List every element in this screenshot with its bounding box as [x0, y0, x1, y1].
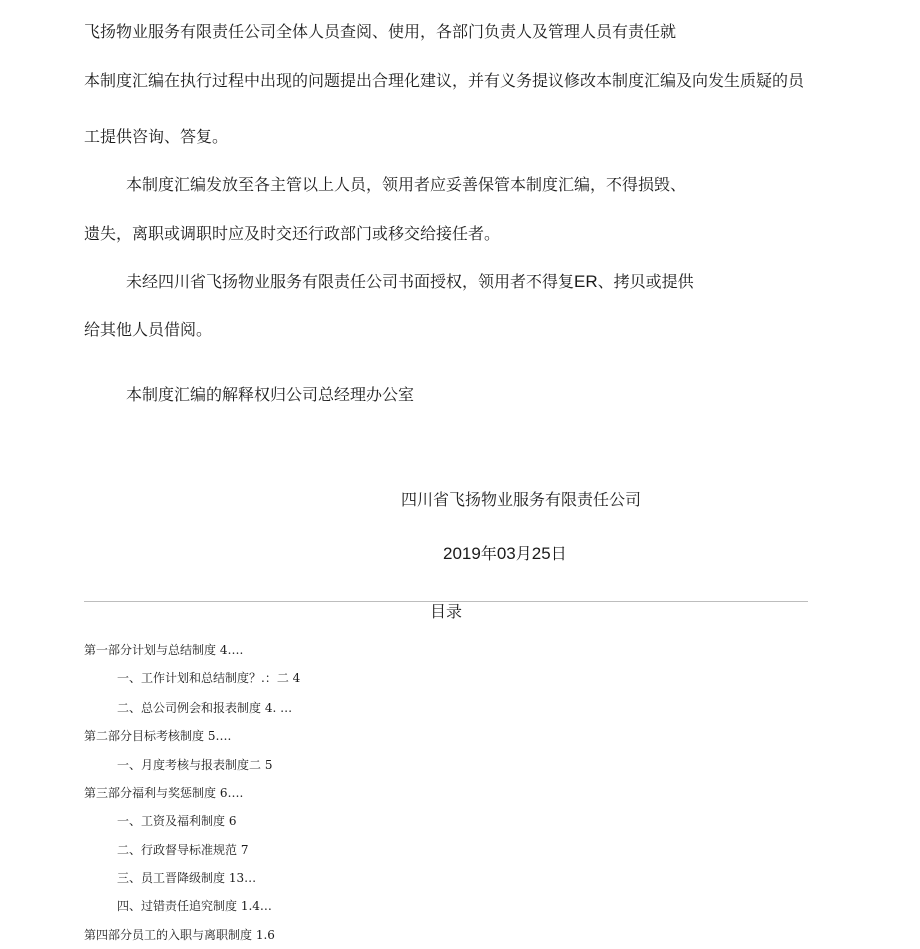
toc-entry: 第四部分员工的入职与离职制度 1.6: [84, 928, 275, 942]
date-day: 25: [531, 544, 551, 563]
paragraph-3-text-er: ER: [574, 272, 598, 291]
toc-entry: 一、月度考核与报表制度二 5: [117, 758, 273, 772]
paragraph-1-line-3: 工提供咨询、答复。: [84, 127, 229, 146]
paragraph-1-line-2: 本制度汇编在执行过程中出现的问题提出合理化建议，并有义务提议修改本制度汇编及向发生质疑的员: [84, 71, 805, 90]
signature-company: 四川省飞扬物业服务有限责任公司: [401, 490, 642, 509]
toc-entry: 二、行政督导标准规范 7: [117, 843, 249, 857]
toc-entry: 第三部分福利与奖惩制度 6….: [84, 786, 244, 800]
date-day-char: 日: [550, 544, 567, 563]
paragraph-3-text-c: 、拷贝或提供: [597, 272, 694, 291]
toc-title: 目录: [430, 602, 463, 621]
toc-entry: 三、员工晋降级制度 13…: [117, 871, 257, 885]
signature-date: [443, 545, 567, 562]
date-year-char: 年: [480, 544, 497, 563]
toc-entry: 第二部分目标考核制度 5….: [84, 729, 232, 743]
paragraph-2-line-2: 遗失，离职或调职时应及时交还行政部门或移交给接任者。: [84, 224, 501, 243]
toc-entry: 四、过错责任追究制度 1.4…: [117, 899, 272, 913]
paragraph-2-line-1: 本制度汇编发放至各主管以上人员，领用者应妥善保管本制度汇编，不得损毁、: [126, 175, 687, 194]
date-month: 03: [496, 544, 516, 563]
toc-entry: 一、工资及福利制度 6: [117, 814, 237, 828]
toc-entry: 一、工作计划和总结制度？.：二 4: [117, 671, 301, 685]
paragraph-3-text-a: 未经四川省飞扬物业服务有限责任公司书面授权，领用者不得复: [126, 272, 575, 291]
toc-entry: 二、总公司例会和报表制度 4. …: [117, 701, 293, 715]
paragraph-1-line-1: 飞扬物业服务有限责任公司全体人员查阅、使用，各部门负责人及管理人员有责任就: [84, 22, 677, 41]
paragraph-4: 本制度汇编的解释权归公司总经理办公室: [126, 385, 415, 404]
date-year: 2019: [443, 544, 481, 563]
date-month-char: 月: [515, 544, 532, 563]
toc-entry: 第一部分计划与总结制度 4….: [84, 643, 244, 657]
paragraph-3-line-2: 给其他人员借阅。: [84, 320, 213, 339]
paragraph-3-line-1: [126, 273, 694, 290]
